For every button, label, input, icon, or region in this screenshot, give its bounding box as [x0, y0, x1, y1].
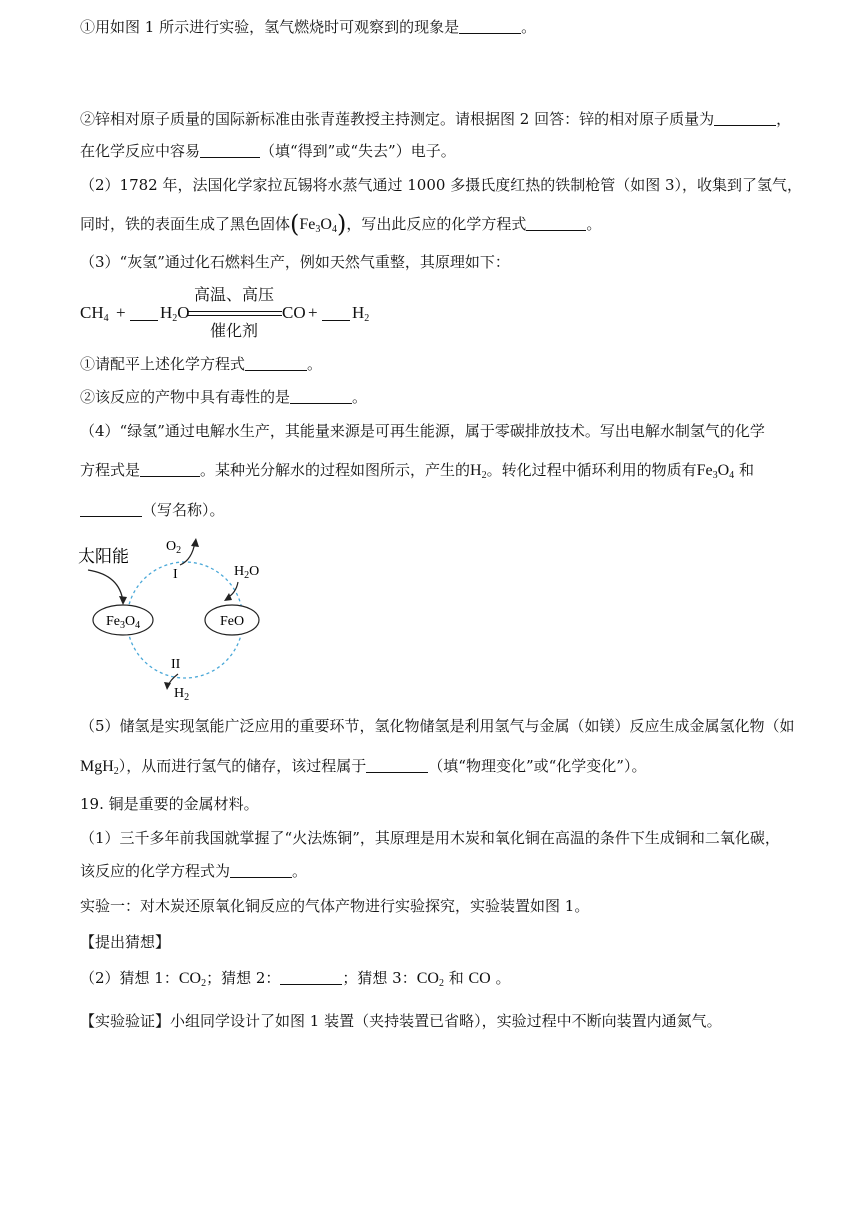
- chemical-equation: $CH_4$ + $H_2O$ 高温、高压 催化剂 CO + $H_2$: [80, 286, 400, 346]
- question-line-9: （4）“绿氢”通过电解水生产，其能量来源是可再生能源，属于零碳排放技术。写出电解水制氢气的化学: [80, 422, 765, 440]
- question-line-6: （3）“灰氢”通过化石燃料生产，例如天然气重整，其原理如下：: [80, 253, 510, 271]
- equals-sign: [188, 311, 282, 316]
- question-line-7: ①请配平上述化学方程式 。: [80, 355, 323, 373]
- question-line-4: （2）1782 年，法国化学家拉瓦锡将水蒸气通过 1000 多摄氏度红热的铁制枪管（如图 3），收集到了氢气，: [80, 176, 803, 194]
- question-line-16: 该反应的化学方程式为 。: [80, 862, 308, 880]
- question-line-5: 同时，铁的表面生成了黑色固体$(Fe_3O_4)$，写出此反应的化学方程式 。: [80, 210, 602, 238]
- formula-co2: $CO_2$: [416, 970, 444, 989]
- formula-co: CO: [282, 303, 306, 322]
- answer-blank[interactable]: [714, 110, 776, 126]
- question-line-8: ②该反应的产物中具有毒性的是 。: [80, 388, 368, 406]
- answer-blank[interactable]: [200, 142, 260, 158]
- answer-blank[interactable]: [245, 355, 307, 371]
- formula-h2: $H_2$: [352, 303, 370, 324]
- question-line-2: ②锌相对原子质量的国际新标准由张青莲教授主持测定。请根据图 2 回答：锌的相对原子质量为 ，: [80, 110, 792, 128]
- question-line-10: 方程式是 。某种光分解水的过程如图所示，产生的$H_2$。转化过程中循环利用的物质有$Fe_3O_4$ 和: [80, 461, 754, 481]
- feo-label: FeO: [219, 614, 245, 629]
- h2o-label: $H_2O$: [234, 564, 260, 581]
- solar-arrowhead: [119, 596, 127, 605]
- question-line-14: 19. 铜是重要的金属材料。: [80, 795, 259, 813]
- question-line-15: （1）三千多年前我国就掌握了“火法炼铜”，其原理是用木炭和氧化铜在高温的条件下生成铜和二氧化碳，: [80, 829, 780, 847]
- answer-blank[interactable]: [290, 388, 352, 404]
- question-line-20: 【实验验证】小组同学设计了如图 1 装置（夹持装置已省略），实验过程中不断向装置内通氮气。: [80, 1012, 722, 1030]
- o2-arrowhead: [191, 538, 199, 547]
- coefficient-blank[interactable]: [130, 305, 158, 321]
- o2-label: $O_2$: [166, 539, 182, 556]
- answer-blank[interactable]: [526, 215, 586, 231]
- answer-blank[interactable]: [280, 969, 342, 985]
- formula-fe3o4: $Fe_3O_4$: [299, 216, 337, 235]
- question-line-1: ①用如图 1 所示进行实验，氢气燃烧时可观察到的现象是 。: [80, 18, 537, 36]
- h2-label: $H_2$: [174, 686, 190, 703]
- condition-bottom: 催化剂: [210, 321, 259, 340]
- solar-energy-label: 太阳能: [78, 547, 129, 567]
- step-2-label: II: [171, 657, 181, 672]
- question-line-12: （5）储氢是实现氢能广泛应用的重要环节，氢化物储氢是利用氢气与金属（如镁）反应生成金属氢化物（如: [80, 717, 795, 735]
- step-1-label: I: [173, 567, 178, 582]
- formula-co2: $CO_2$: [178, 970, 207, 989]
- h2-arrowhead: [164, 682, 171, 690]
- section-heading-hypothesis: 【提出猜想】: [80, 933, 171, 951]
- formula-ch4: $CH_4$: [80, 303, 109, 324]
- question-line-13: MgH$_2$），从而进行氢气的储存，该过程属于 （填“物理变化”或“化学变化”）。: [80, 757, 647, 777]
- question-line-3: 在化学反应中容易 （填“得到”或“失去”）电子。: [80, 142, 456, 160]
- answer-blank[interactable]: [230, 862, 292, 878]
- solar-arrow: [88, 570, 123, 602]
- condition-top: 高温、高压: [194, 285, 275, 304]
- answer-blank[interactable]: [366, 757, 428, 773]
- answer-blank[interactable]: [140, 461, 200, 477]
- formula-h2o: $H_2O$: [160, 303, 190, 324]
- fe3o4-label: $Fe_3O_4$: [105, 614, 141, 631]
- coefficient-blank[interactable]: [322, 305, 350, 321]
- formula-h2: $H_2$: [470, 462, 487, 481]
- question-line-11: （写名称）。: [80, 500, 225, 520]
- answer-blank[interactable]: [459, 18, 521, 34]
- h2o-arrowhead: [224, 593, 232, 601]
- formula-fe3o4: $Fe_3O_4$: [696, 462, 735, 481]
- formula-mgh2: MgH$_2$: [80, 758, 119, 777]
- answer-blank[interactable]: [80, 501, 142, 517]
- question-line-19: （2）猜想 1：$CO_2$；猜想 2： ；猜想 3：$CO_2$ 和 CO 。: [80, 969, 511, 989]
- photolysis-cycle-diagram: [70, 530, 300, 705]
- question-line-17: 实验一：对木炭还原氧化铜反应的气体产物进行实验探究，实验装置如图 1。: [80, 897, 590, 915]
- formula-co: CO: [468, 970, 491, 987]
